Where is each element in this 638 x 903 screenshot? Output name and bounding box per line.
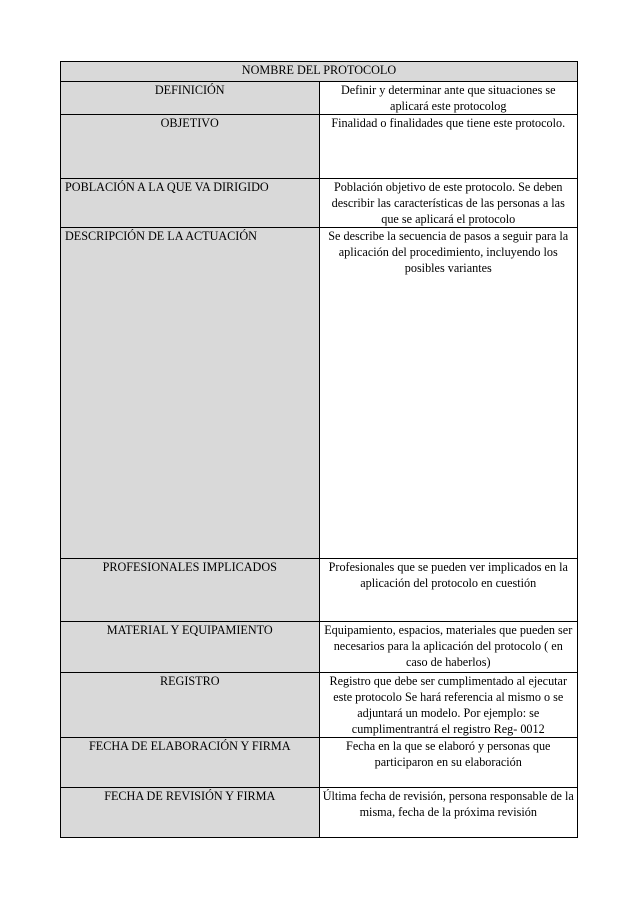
row-descripcion bbox=[61, 228, 578, 559]
content-objetivo: Finalidad o finalidades que tiene este protocolo. bbox=[319, 115, 578, 179]
header-row bbox=[61, 62, 578, 82]
protocol-template-table bbox=[60, 61, 578, 838]
row-poblacion bbox=[61, 179, 578, 228]
content-fecha-elaboracion: Fecha en la que se elaboró y personas que participaron en su elaboración bbox=[319, 738, 578, 788]
content-fecha-revision: Última fecha de revisión, persona responsable de la misma, fecha de la próxima revisión bbox=[319, 788, 578, 838]
row-definicion bbox=[61, 82, 578, 115]
content-poblacion: Población objetivo de este protocolo. Se deben describir las características de las personas a las que se aplicará el protocolo bbox=[319, 179, 578, 228]
row-registro bbox=[61, 673, 578, 738]
row-fecha-elaboracion bbox=[61, 738, 578, 788]
label-poblacion: POBLACIÓN A LA QUE VA DIRIGIDO bbox=[61, 179, 320, 228]
row-material bbox=[61, 622, 578, 673]
content-profesionales: Profesionales que se pueden ver implicados en la aplicación del protocolo en cuestión bbox=[319, 559, 578, 622]
label-definicion: DEFINICIÓN bbox=[61, 82, 320, 115]
label-objetivo: OBJETIVO bbox=[61, 115, 320, 179]
row-fecha-revision bbox=[61, 788, 578, 838]
row-objetivo bbox=[61, 115, 578, 179]
label-profesionales: PROFESIONALES IMPLICADOS bbox=[61, 559, 320, 622]
label-fecha-elaboracion: FECHA DE ELABORACIÓN Y FIRMA bbox=[61, 738, 320, 788]
protocol-name-header: NOMBRE DEL PROTOCOLO bbox=[61, 62, 578, 82]
label-material: MATERIAL Y EQUIPAMIENTO bbox=[61, 622, 320, 673]
label-fecha-revision: FECHA DE REVISIÓN Y FIRMA bbox=[61, 788, 320, 838]
label-registro: REGISTRO bbox=[61, 673, 320, 738]
label-descripcion: DESCRIPCIÓN DE LA ACTUACIÓN bbox=[61, 228, 320, 559]
content-material: Equipamiento, espacios, materiales que pueden ser necesarios para la aplicación del protocolo ( en caso de haberlos) bbox=[319, 622, 578, 673]
content-definicion: Definir y determinar ante que situaciones se aplicará este protocolog bbox=[319, 82, 578, 115]
content-registro: Registro que debe ser cumplimentado al ejecutar este protocolo Se hará referencia al mismo o se adjuntará un modelo. Por ejemplo: se cumplimentrantrá el registro Reg- 0012 bbox=[319, 673, 578, 738]
row-profesionales bbox=[61, 559, 578, 622]
content-descripcion: Se describe la secuencia de pasos a seguir para la aplicación del procedimiento, incluyendo los posibles variantes bbox=[319, 228, 578, 559]
